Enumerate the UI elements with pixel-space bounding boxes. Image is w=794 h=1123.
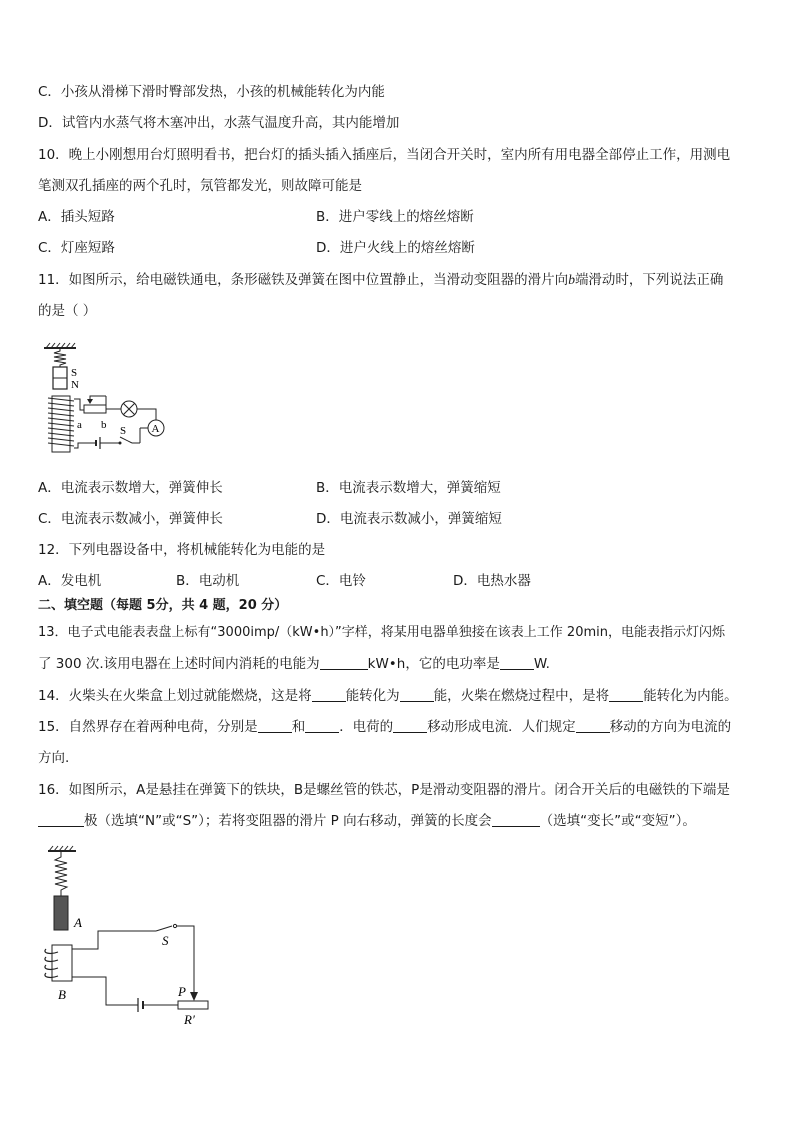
q15-text-1: 15．自然界存在着两种电荷，分别是 <box>38 719 258 735</box>
q11-circuit-figure <box>38 340 183 455</box>
q11-label-ammeter: A <box>151 423 160 435</box>
q9-option-d: D．试管内水蒸气将木塞冲出，水蒸气温度升高，其内能增加 <box>38 115 400 131</box>
q11-label-b: b <box>101 419 107 431</box>
q11-option-b: B．电流表示数增大，弹簧缩短 <box>316 480 501 496</box>
q12-stem: 12．下列电器设备中，将机械能转化为电能的是 <box>38 542 326 558</box>
q13-text-a: 了 300 次.该用电器在上述时间内消耗的电能为 <box>38 656 320 672</box>
q12-option-d: D．电热水器 <box>453 573 531 589</box>
q11-label-switch: S <box>120 425 127 437</box>
q11-label-s: S <box>71 367 78 379</box>
q9-option-c: C．小孩从滑梯下滑时臀部发热，小孩的机械能转化为内能 <box>38 84 385 100</box>
q11-stem-line2: 的是（ ） <box>38 303 97 319</box>
q14-blank-2[interactable] <box>400 687 434 702</box>
q16-stem-line2 <box>38 811 696 831</box>
q11-stem-line1 <box>38 270 723 290</box>
q11-rheostat <box>84 405 106 413</box>
q16-iron-core <box>52 945 72 981</box>
q13-text-b: kW•h，它的电功率是 <box>367 656 500 672</box>
q15-blank-1[interactable] <box>258 718 292 733</box>
q10-option-c: C．灯座短路 <box>38 240 115 256</box>
q13-stem-line2 <box>38 654 550 674</box>
q15-text-5: 移动的方向为电流的 <box>609 719 732 735</box>
q15-blank-2[interactable] <box>305 718 339 733</box>
q11-stem-text-b: 端滑动时，下列说法正确 <box>574 272 724 288</box>
q10-option-a: A．插头短路 <box>38 209 115 225</box>
q16-text-1: 极（选填“N”或“S”）；若将变阻器的滑片 P 向右移动，弹簧的长度会 <box>84 813 492 829</box>
q15-stem-line1 <box>38 717 731 737</box>
q10-stem-line1: 10．晚上小刚想用台灯照明看书，把台灯的插头插入插座后，当闭合开关时，室内所有用电器全部停止工作，用测电 <box>38 147 731 163</box>
q16-text-2: （选填“变长”或“变短”）。 <box>539 813 696 829</box>
q12-option-b: B．电动机 <box>176 573 240 589</box>
q16-slider-arrow <box>190 992 198 1001</box>
q16-label-r: R′ <box>184 1012 195 1027</box>
q15-blank-4[interactable] <box>576 718 610 733</box>
q11-option-d: D．电流表示数减小，弹簧缩短 <box>316 511 502 527</box>
q14-blank-3[interactable] <box>609 687 643 702</box>
q11-spring <box>54 348 66 367</box>
q11-option-c: C．电流表示数减小，弹簧伸长 <box>38 511 223 527</box>
q16-stem-line1: 16．如图所示，A是悬挂在弹簧下的铁块，B是螺丝管的铁芯，P是滑动变阻器的滑片。闭合开关后的电磁铁的下端是 <box>38 782 730 798</box>
q16-label-p: P <box>178 984 186 999</box>
section-heading-fill-in: 二、填空题（每题 5分，共 4 题，20 分） <box>38 598 288 613</box>
q12-option-a: A．发电机 <box>38 573 102 589</box>
q16-iron-block <box>54 896 68 930</box>
q12-option-c: C．电铃 <box>316 573 366 589</box>
q15-stem-line2: 方向. <box>38 750 70 766</box>
q11-stem-text-a: 11．如图所示，给电磁铁通电，条形磁铁及弹簧在图中位置静止，当滑动变阻器的滑片向 <box>38 272 569 288</box>
q11-label-a: a <box>77 419 82 431</box>
q13-blank-power[interactable] <box>500 655 534 670</box>
q14-text-1: 14．火柴头在火柴盒上划过就能燃烧，这是将 <box>38 688 312 704</box>
q15-text-2: 和 <box>291 719 306 735</box>
q10-option-b: B．进户零线上的熔丝熔断 <box>316 209 474 225</box>
q13-stem-line1: 13．电子式电能表表盘上标有“3000imp/（kW•h）”字样，将某用电器单独接在该表上工作 20min，电能表指示灯闪烁 <box>38 625 725 640</box>
q11-switch <box>120 437 132 443</box>
q16-switch <box>156 926 172 931</box>
q13-blank-energy[interactable] <box>320 655 368 670</box>
q14-text-2: 能转化为 <box>345 688 400 704</box>
q16-circuit-figure <box>38 843 218 1028</box>
q16-label-b: B <box>58 987 66 1002</box>
q15-text-3: ．电荷的 <box>339 719 394 735</box>
q11-option-a: A．电流表示数增大，弹簧伸长 <box>38 480 223 496</box>
q10-stem-line2: 笔测双孔插座的两个孔时，氖管都发光，则故障可能是 <box>38 178 362 194</box>
q16-blank-pole[interactable] <box>38 812 84 827</box>
q13-text-c: W. <box>533 656 550 672</box>
q14-text-4: 能转化为内能。 <box>643 688 738 704</box>
q16-label-a: A <box>74 915 82 930</box>
q16-blank-length[interactable] <box>492 812 540 827</box>
q14-blank-1[interactable] <box>312 687 346 702</box>
q16-label-s: S <box>162 933 169 948</box>
q16-rheostat <box>178 1001 208 1009</box>
q15-text-4: 移动形成电流．人们规定 <box>427 719 576 735</box>
q11-variable-b: b <box>568 272 575 287</box>
q11-label-n: N <box>71 379 79 391</box>
q16-spring <box>55 851 67 896</box>
q14-text-3: 能，火柴在燃烧过程中，是将 <box>433 688 610 704</box>
q14-stem <box>38 686 738 706</box>
q15-blank-3[interactable] <box>393 718 427 733</box>
q10-option-d: D．进户火线上的熔丝熔断 <box>316 240 475 256</box>
